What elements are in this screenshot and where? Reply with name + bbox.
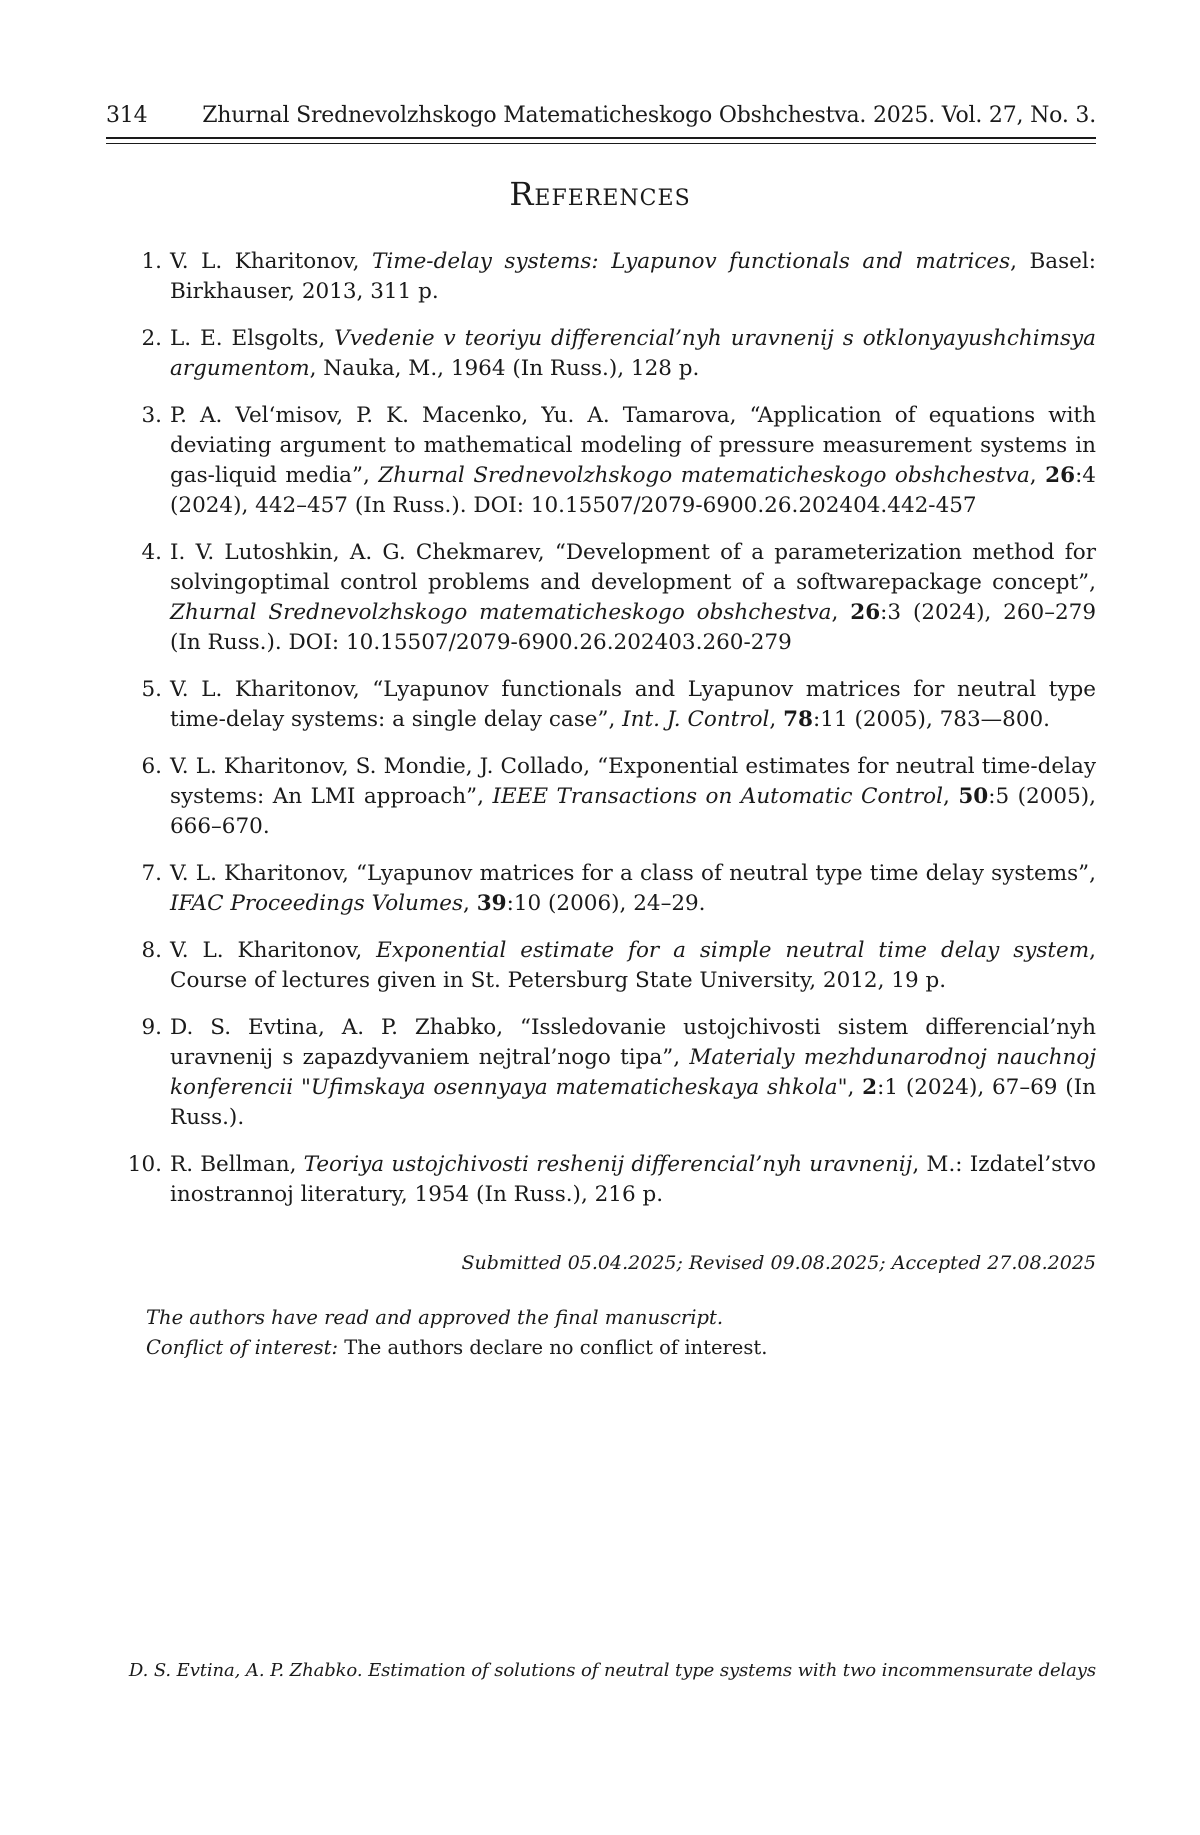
reference-text: L. E. Elsgolts, [170, 326, 335, 351]
conflict-label: Conflict of interest: [146, 1336, 339, 1359]
reference-number: 2. [141, 326, 162, 351]
reference-text: V. L. Kharitonov, [170, 938, 377, 963]
reference-text: :11 (2005), 783—800. [813, 707, 1051, 732]
reference-volume: 50 [958, 784, 989, 809]
reference-text: , [463, 891, 477, 916]
reference-title: Materialy mezhdunarodnoj nauchnoj konferencii "Ufimskaya osennyaya matematicheskaya shkola" [170, 1045, 1096, 1100]
running-header [106, 103, 1096, 128]
reference-number: 8. [141, 938, 162, 963]
reference-number: 9. [141, 1015, 162, 1040]
reference-text: V. L. Kharitonov, “Lyapunov matrices for a class of neutral type time delay systems”, [170, 861, 1096, 886]
reference-item [106, 324, 1096, 384]
reference-title: Vvedenie v teoriyu differencial’nyh uravnenij s otklonyayushchimsya argumentom [170, 326, 1096, 381]
reference-title: IEEE Transactions on Automatic Control [492, 784, 943, 809]
reference-title: Teoriya ustojchivosti reshenij differencial’nyh uravnenij [303, 1152, 913, 1177]
reference-item [106, 675, 1096, 735]
reference-text: , [847, 1075, 863, 1100]
reference-text: , Nauka, M., 1964 (In Russ.), 128 p. [309, 356, 700, 381]
conflict-note [146, 1333, 1096, 1363]
reference-text: :10 (2006), 24–29. [506, 891, 706, 916]
header-rule-thin [106, 143, 1096, 144]
reference-title: IFAC Proceedings Volumes [170, 891, 464, 916]
reference-text: R. Bellman, [170, 1152, 304, 1177]
approval-note: The authors have read and approved the final manuscript. [146, 1306, 724, 1329]
references-list [106, 247, 1096, 1227]
reference-text: , [769, 707, 784, 732]
reference-text: :5 (2005), 666–670. [170, 784, 1096, 839]
reference-text: , [1029, 463, 1046, 488]
reference-item [106, 247, 1096, 307]
reference-item [106, 538, 1096, 658]
header-rule-thick [106, 137, 1096, 139]
reference-volume: 2 [862, 1075, 878, 1100]
reference-text: :1 (2024), 67–69 (In Russ.). [170, 1075, 1096, 1130]
references-heading: References [509, 175, 691, 213]
reference-number: 10. [127, 1152, 162, 1177]
reference-text: D. S. Evtina, A. P. Zhabko, “Issledovanie ustojchivosti sistem differencial’nyh uravnenij s zapazdyvaniem nejtral’nogo tipa”, [170, 1015, 1096, 1070]
reference-number: 4. [141, 540, 162, 565]
reference-text: V. L. Kharitonov, “Lyapunov functionals and Lyapunov matrices for neutral type time-delay systems: a single delay case”, [170, 677, 1096, 732]
conflict-text: The authors declare no conflict of interest. [338, 1336, 768, 1359]
submission-dates: Submitted 05.04.2025; Revised 09.08.2025; Accepted 27.08.2025 [461, 1252, 1096, 1274]
reference-item [106, 401, 1096, 521]
reference-title: Zhurnal Srednevolzhskogo matematicheskogo obshchestva [170, 600, 832, 625]
reference-item [106, 859, 1096, 919]
reference-number: 6. [141, 754, 162, 779]
reference-text: I. V. Lutoshkin, A. G. Chekmarev, “Development of a parameterization method for solvingoptimal control problems and development of a softwarepackage concept”, [170, 540, 1096, 595]
reference-text: , [943, 784, 959, 809]
reference-text: , [831, 600, 851, 625]
reference-text: , Course of lectures given in St. Petersburg State University, 2012, 19 p. [170, 938, 1096, 993]
reference-text: :4 (2024), 442–457 (In Russ.). DOI: 10.15507/2079-6900.26.202404.442-457 [170, 463, 1096, 518]
reference-text: , M.: Izdatel’stvo inostrannoj literatury, 1954 (In Russ.), 216 p. [170, 1152, 1096, 1207]
journal-title: Zhurnal Srednevolzhskogo Matematicheskogo Obshchestva. 2025. Vol. 27, No. 3. [202, 103, 1096, 128]
reference-volume: 26 [1045, 463, 1076, 488]
reference-item [106, 936, 1096, 996]
reference-text: V. L. Kharitonov, S. Mondie, J. Collado, “Exponential estimates for neutral time-delay systems: An LMI approach”, [170, 754, 1096, 809]
reference-number: 3. [141, 403, 162, 428]
reference-item [106, 1150, 1096, 1210]
reference-number: 7. [141, 861, 162, 886]
reference-title: Zhurnal Srednevolzhskogo matematicheskogo obshchestva [378, 463, 1030, 488]
reference-text: , Basel: Birkhauser, 2013, 311 p. [170, 249, 1096, 304]
running-footer: D. S. Evtina, A. P. Zhabko. Estimation of solutions of neutral type systems with two incommensurate delays [128, 1660, 1096, 1681]
reference-text: :3 (2024), 260–279 (In Russ.). DOI: 10.15507/2079-6900.26.202403.260-279 [170, 600, 1097, 655]
reference-volume: 26 [850, 600, 881, 625]
reference-title: Int. J. Control [622, 707, 770, 732]
page-number: 314 [106, 103, 148, 128]
reference-item [106, 752, 1096, 842]
reference-item [106, 1013, 1096, 1133]
reference-volume: 39 [476, 891, 507, 916]
reference-title: Time-delay systems: Lyapunov functionals and matrices [371, 249, 1011, 274]
reference-text: P. A. Vel‘misov, P. K. Macenko, Yu. A. Tamarova, “Application of equations with deviating argument to mathematical modeling of pressure measurement systems in gas-liquid media”, [170, 403, 1096, 488]
reference-number: 5. [141, 677, 162, 702]
reference-volume: 78 [783, 707, 814, 732]
reference-title: Exponential estimate for a simple neutral time delay system [376, 938, 1090, 963]
author-notes [146, 1303, 1096, 1363]
reference-text: V. L. Kharitonov, [170, 249, 372, 274]
reference-number: 1. [141, 249, 162, 274]
